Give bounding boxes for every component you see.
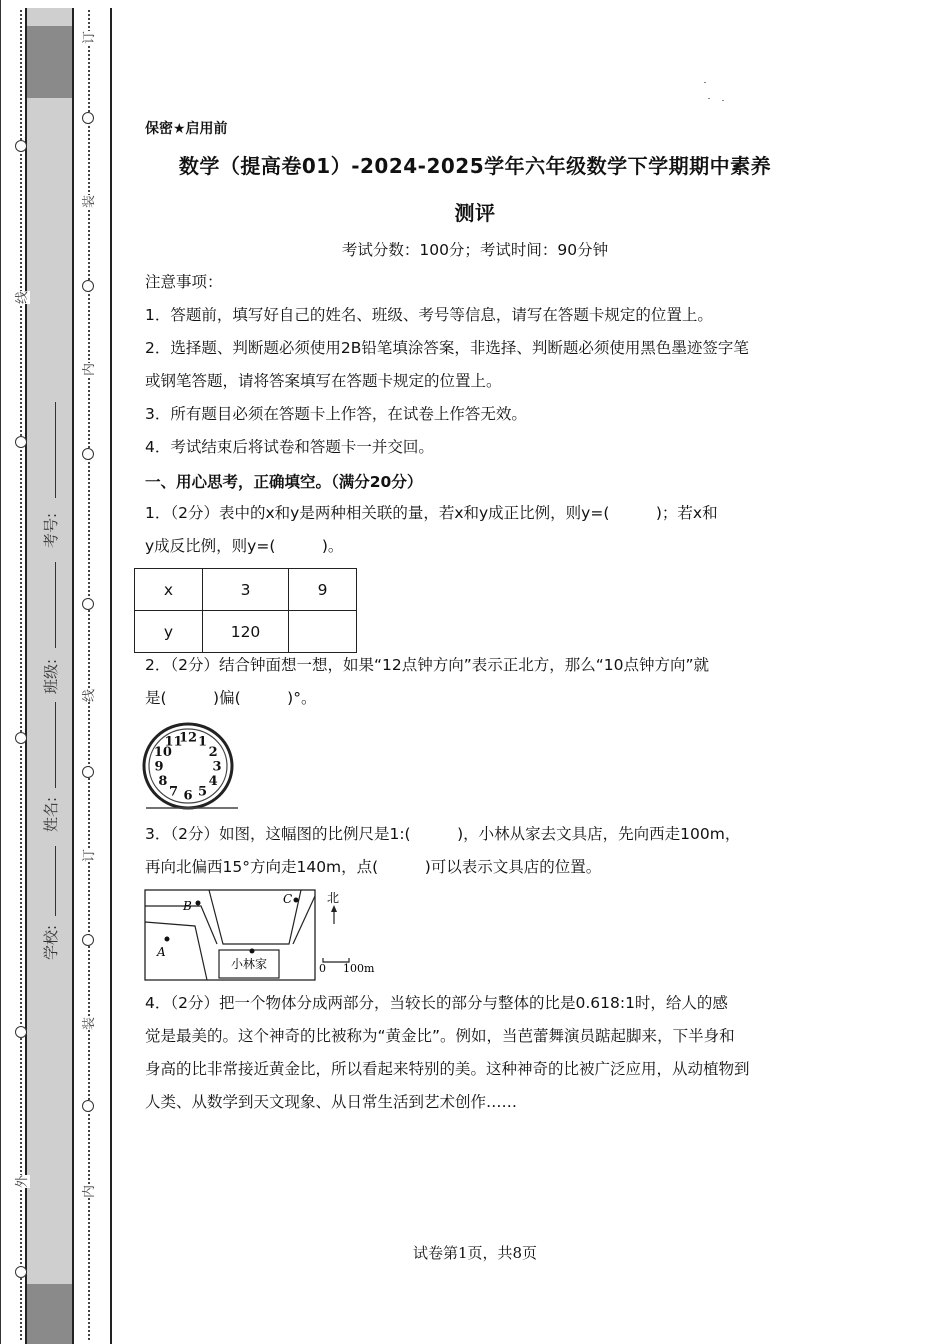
- outer-ring-5: [15, 1266, 27, 1278]
- point-a-label: A: [157, 945, 166, 959]
- q2-line2: 是( )偏( )°。: [145, 689, 317, 707]
- page-title-line2: 测评: [454, 201, 496, 225]
- q4-line4: 人类、从数学到天文现象、从日常生活到艺术创作……: [145, 1093, 518, 1111]
- point-c-dot: [294, 898, 299, 903]
- clock-numeral: 3: [212, 759, 222, 775]
- q1-table: [134, 568, 357, 653]
- inner-ring-5: [82, 766, 94, 778]
- point-b-label: B: [183, 899, 192, 913]
- clock-figure: [140, 722, 240, 812]
- clock-numeral: 4: [208, 774, 218, 789]
- note-item-2: 2．选择题、判断题必须使用2B铅笔填涂答案，非选择、判断题必须使用黑色墨迹签字笔: [145, 339, 749, 357]
- inner-char-ding-2: 订: [78, 849, 97, 862]
- inner-ring-3: [82, 448, 94, 460]
- q4-line2: 觉是最美的。这个神奇的比被称为“黄金比”。例如，当芭蕾舞演员踮起脚来，下半身和: [145, 1027, 735, 1045]
- margin-rule-line: [110, 8, 112, 1344]
- margin-outer-edge: [0, 0, 1, 1344]
- inner-char-xian: 线: [78, 689, 97, 702]
- scale-value: 100m: [343, 962, 375, 975]
- q2-line1: 2．（2分）结合钟面想一想，如果“12点钟方向”表示正北方，那么“10点钟方向”就: [145, 656, 710, 674]
- speck: [722, 100, 724, 101]
- speck: [708, 98, 710, 99]
- inner-ring-1: [82, 112, 94, 124]
- note-item-3: 3．所有题目必须在答题卡上作答，在试卷上作答无效。: [145, 405, 527, 423]
- inner-char-zhuang-1: 装: [78, 195, 97, 208]
- clock-numeral: 1: [197, 734, 208, 750]
- q3-line1: 3．（2分）如图，这幅图的比例尺是1:( )，小林从家去文具店，先向西走100m，: [145, 825, 741, 843]
- outer-ring-3: [15, 732, 27, 744]
- home-label: 小林家: [230, 957, 268, 971]
- inner-cut-line: [88, 10, 90, 1340]
- home-point: [250, 949, 255, 954]
- strip-dark-block-top: [27, 26, 72, 98]
- inner-char-zhuang-2: 装: [78, 1017, 97, 1030]
- note-item-4: 4．考试结束后将试卷和答题卡一并交回。: [145, 438, 434, 456]
- q1-line1: 1．（2分）表中的x和y是两种相关联的量，若x和y成正比例，则y=( )；若x和: [145, 504, 718, 522]
- clock-numeral: 2: [208, 745, 218, 760]
- inner-ring-6: [82, 934, 94, 946]
- table-cell: 9: [289, 569, 357, 611]
- north-arrowhead-icon: [331, 905, 337, 912]
- point-a-dot: [165, 937, 170, 942]
- table-cell: [289, 611, 357, 653]
- clock-numeral: 12: [178, 730, 198, 746]
- table-cell: 3: [203, 569, 289, 611]
- table-row: [135, 611, 357, 653]
- label-class: 班级:: [42, 658, 60, 694]
- inner-char-ding-1: 订: [78, 31, 97, 44]
- clock-numeral: 5: [197, 784, 208, 800]
- q1-line2: y成反比例，则y=( )。: [145, 537, 344, 555]
- inner-char-nei-1: 内: [78, 363, 97, 376]
- table-cell: x: [135, 569, 203, 611]
- clock-numeral: 10: [153, 745, 172, 760]
- inner-ring-7: [82, 1100, 94, 1112]
- clock-numeral: 6: [183, 788, 193, 804]
- north-label: 北: [327, 891, 340, 905]
- point-b-dot: [196, 901, 201, 906]
- strip-dark-block-bottom: [27, 1284, 72, 1344]
- clock-numeral: 8: [158, 774, 168, 789]
- secret-label: 保密★启用前: [145, 121, 228, 137]
- page-footer: 试卷第1页，共8页: [412, 1244, 538, 1262]
- inner-ring-4: [82, 598, 94, 610]
- scale-zero: 0: [319, 962, 326, 975]
- clock-numeral: 11: [164, 734, 183, 750]
- outer-cut-line: [20, 10, 22, 1340]
- label-school: 学校:: [42, 924, 60, 960]
- inner-char-nei-2: 内: [78, 1185, 97, 1198]
- outer-ring-4: [15, 1026, 27, 1038]
- q4-line1: 4．（2分）把一个物体分成两部分，当较长的部分与整体的比是0.618:1时，给人的感: [145, 994, 728, 1012]
- field-name[interactable]: [55, 702, 56, 788]
- notes-heading: 注意事项：: [145, 273, 223, 291]
- outer-ring-2: [15, 436, 27, 448]
- table-cell: y: [135, 611, 203, 653]
- note-item-1: 1．答题前，填写好自己的姓名、班级、考号等信息，请写在答题卡规定的位置上。: [145, 306, 713, 324]
- outer-char-wai: 外: [11, 1175, 30, 1188]
- field-exam-number[interactable]: [55, 402, 56, 498]
- label-exam-number: 考号:: [42, 512, 60, 548]
- field-class[interactable]: [55, 562, 56, 648]
- section-heading: 一、用心思考，正确填空。（满分20分）: [145, 473, 423, 491]
- clock-numeral: 7: [168, 784, 179, 800]
- q4-line3: 身高的比非常接近黄金比，所以看起来特别的美。这种神奇的比被广泛应用，从动植物到: [145, 1060, 750, 1078]
- clock-numeral: 9: [154, 759, 164, 775]
- table-row: [135, 569, 357, 611]
- speck: [704, 82, 706, 83]
- outer-char-xian: 线: [11, 291, 30, 304]
- map-figure: [143, 886, 383, 982]
- page-title-line1: 数学（提高卷01）-2024-2025学年六年级数学下学期期中素养: [178, 154, 772, 178]
- point-c-label: C: [283, 892, 293, 906]
- exam-info: 考试分数：100分；考试时间：90分钟: [341, 241, 609, 259]
- inner-ring-2: [82, 280, 94, 292]
- note-item-2-cont: 或钢笔答题，请将答案填写在答题卡规定的位置上。: [145, 372, 502, 390]
- table-cell: 120: [203, 611, 289, 653]
- label-name: 姓名:: [42, 796, 60, 832]
- outer-ring-1: [15, 140, 27, 152]
- field-school[interactable]: [55, 846, 56, 916]
- q3-line2: 再向北偏西15°方向走140m，点( )可以表示文具店的位置。: [145, 858, 602, 876]
